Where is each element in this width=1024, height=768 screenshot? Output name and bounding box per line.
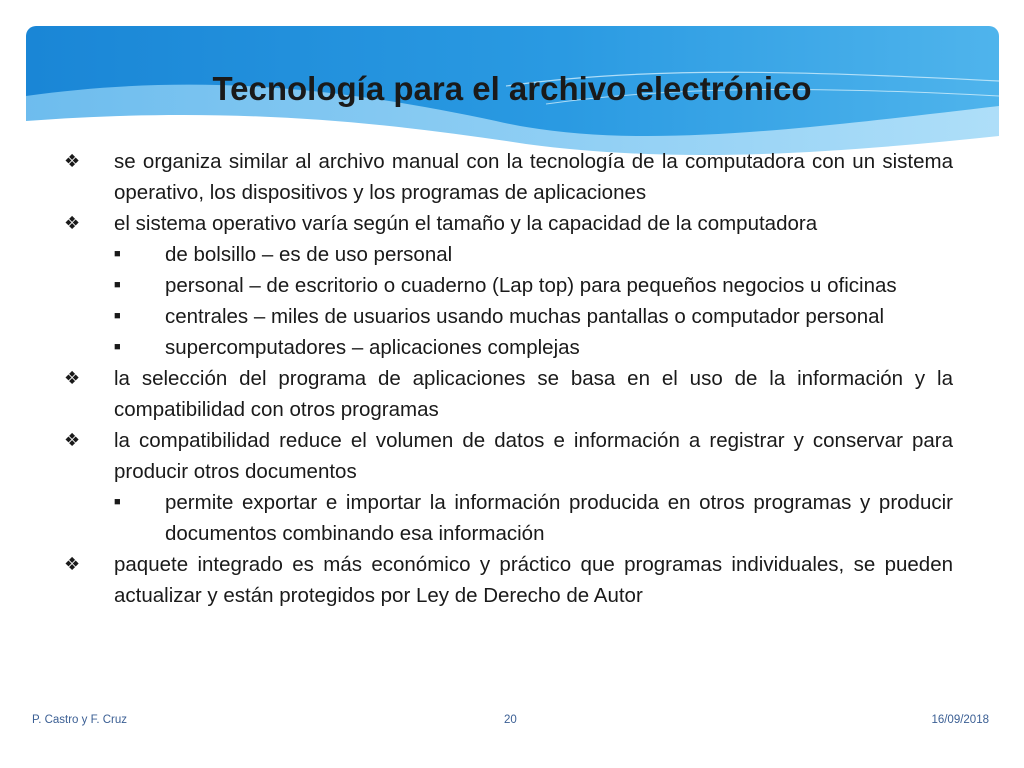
bullet-text: centrales – miles de usuarios usando muchas pantallas o computador personal <box>165 305 885 328</box>
bullet-text: permite exportar e importar la información producida en otros programas y producir documentos combinando esa información <box>165 491 953 545</box>
bullet-text: de bolsillo – es de uso personal <box>165 243 453 266</box>
bullet-list <box>62 146 953 611</box>
bullet-text: supercomputadores – aplicaciones complejas <box>165 336 580 359</box>
diamond-bullet-icon: ❖ <box>64 368 81 388</box>
sub-bullet-item <box>62 332 953 363</box>
square-bullet-icon: ■ <box>114 310 121 322</box>
square-bullet-icon: ■ <box>114 248 121 260</box>
diamond-bullet-icon: ❖ <box>64 430 81 450</box>
bullet-text: la compatibilidad reduce el volumen de datos e información a registrar y conservar para producir otros documentos <box>114 429 953 483</box>
square-bullet-icon: ■ <box>114 496 121 508</box>
bullet-text: se organiza similar al archivo manual con la tecnología de la computadora con un sistema operativo, los dispositivos y los programas de aplicaciones <box>114 150 953 204</box>
diamond-bullet-icon: ❖ <box>64 151 81 171</box>
sub-bullet-item <box>62 270 953 301</box>
square-bullet-icon: ■ <box>114 341 121 353</box>
footer-page-number: 20 <box>504 714 517 726</box>
diamond-bullet-icon: ❖ <box>64 213 81 233</box>
footer-authors: P. Castro y F. Cruz <box>32 714 128 726</box>
bullet-text: personal – de escritorio o cuaderno (Lap top) para pequeños negocios u oficinas <box>165 274 897 297</box>
sub-bullet-item <box>62 487 953 549</box>
sub-bullet-item <box>62 301 953 332</box>
diamond-bullet-icon: ❖ <box>64 554 81 574</box>
bullet-text: paquete integrado es más económico y práctico que programas individuales, se pueden actualizar y están protegidos por Ley de Derecho de Autor <box>114 553 953 607</box>
bullet-item <box>62 363 953 425</box>
footer-date: 16/09/2018 <box>931 714 989 726</box>
bullet-item <box>62 549 953 611</box>
slide-title: Tecnología para el archivo electrónico <box>212 70 812 107</box>
square-bullet-icon: ■ <box>114 279 121 291</box>
bullet-item <box>62 208 953 239</box>
sub-bullet-item <box>62 239 953 270</box>
bullet-item <box>62 146 953 208</box>
bullet-text: la selección del programa de aplicaciones se basa en el uso de la información y la compatibilidad con otros programas <box>114 367 953 421</box>
bullet-item <box>62 425 953 487</box>
bullet-text: el sistema operativo varía según el tamaño y la capacidad de la computadora <box>114 212 818 235</box>
